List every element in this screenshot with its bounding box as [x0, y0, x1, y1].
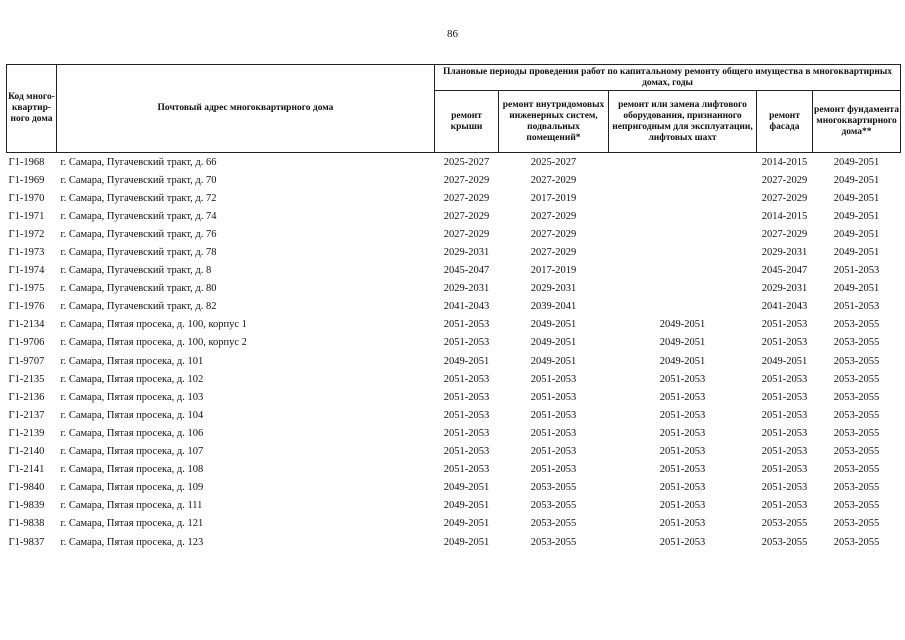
cell-facade: 2051-2053	[761, 391, 808, 403]
header-address: Почтовый адрес многоквартирного дома	[57, 65, 435, 153]
cell-foundation: 2049-2051	[833, 156, 880, 168]
header-engineering: ремонт внутридомовых инженерных систем, подвальных помещений*	[499, 91, 609, 153]
cell-facade: 2051-2053	[761, 500, 808, 512]
table-row	[7, 153, 901, 172]
cell-code: Г1-1971	[8, 210, 45, 222]
header-facade: ремонт фасада	[757, 91, 813, 153]
table-row	[7, 479, 901, 497]
cell-address: г. Самара, Пятая просека, д. 123	[60, 536, 204, 548]
cell-address: г. Самара, Пятая просека, д. 103	[60, 391, 204, 403]
cell-address: г. Самара, Пятая просека, д. 107	[60, 446, 204, 458]
cell-code: Г1-1972	[8, 228, 45, 240]
cell-facade: 2051-2053	[761, 482, 808, 494]
cell-code: Г1-2134	[8, 319, 45, 331]
cell-elevator: 2051-2053	[659, 409, 706, 421]
cell-facade: 2051-2053	[761, 337, 808, 349]
cell-facade: 2027-2029	[761, 192, 808, 204]
cell-address: г. Самара, Пугачевский тракт, д. 8	[60, 265, 212, 277]
cell-address: г. Самара, Пугачевский тракт, д. 72	[60, 192, 217, 204]
cell-foundation: 2053-2055	[833, 427, 880, 439]
table-row	[7, 406, 901, 424]
cell-engineering: 2053-2055	[530, 482, 577, 494]
cell-elevator: 2051-2053	[659, 373, 706, 385]
cell-facade: 2027-2029	[761, 228, 808, 240]
cell-elevator: 2049-2051	[659, 319, 706, 331]
cell-elevator	[609, 207, 757, 225]
table-row	[7, 533, 901, 551]
cell-foundation: 2049-2051	[833, 192, 880, 204]
cell-foundation: 2053-2055	[833, 536, 880, 548]
cell-foundation: 2049-2051	[833, 283, 880, 295]
cell-elevator	[609, 171, 757, 189]
header-roof: ремонт крыши	[435, 91, 499, 153]
cell-foundation: 2053-2055	[833, 482, 880, 494]
cell-roof: 2027-2029	[443, 174, 490, 186]
cell-roof: 2051-2053	[443, 464, 490, 476]
cell-facade: 2051-2053	[761, 319, 808, 331]
table-header	[7, 65, 901, 153]
cell-address: г. Самара, Пятая просека, д. 100, корпус 1	[60, 319, 247, 331]
cell-code: Г1-9707	[8, 355, 45, 367]
cell-code: Г1-9837	[8, 536, 45, 548]
cell-roof: 2051-2053	[443, 373, 490, 385]
cell-foundation: 2053-2055	[833, 355, 880, 367]
cell-engineering: 2051-2053	[530, 391, 577, 403]
cell-foundation: 2053-2055	[833, 500, 880, 512]
cell-roof: 2027-2029	[443, 228, 490, 240]
cell-foundation: 2049-2051	[833, 228, 880, 240]
cell-roof: 2049-2051	[443, 518, 490, 530]
cell-code: Г1-1975	[8, 283, 45, 295]
header-foundation: ремонт фундамента многоквартирного дома**	[813, 91, 901, 153]
cell-elevator	[609, 225, 757, 243]
cell-foundation: 2053-2055	[833, 337, 880, 349]
cell-facade: 2029-2031	[761, 283, 808, 295]
cell-code: Г1-2136	[8, 391, 45, 403]
cell-engineering: 2053-2055	[530, 500, 577, 512]
cell-roof: 2051-2053	[443, 319, 490, 331]
cell-foundation: 2053-2055	[833, 464, 880, 476]
cell-address: г. Самара, Пятая просека, д. 101	[60, 355, 204, 367]
cell-address: г. Самара, Пугачевский тракт, д. 82	[60, 301, 217, 313]
cell-code: Г1-9706	[8, 337, 45, 349]
table-row	[7, 443, 901, 461]
cell-foundation: 2049-2051	[833, 210, 880, 222]
cell-roof: 2029-2031	[443, 283, 490, 295]
table-row	[7, 316, 901, 334]
cell-facade: 2041-2043	[761, 301, 808, 313]
cell-address: г. Самара, Пятая просека, д. 100, корпус 2	[60, 337, 247, 349]
table-row	[7, 189, 901, 207]
cell-code: Г1-2137	[8, 409, 45, 421]
cell-code: Г1-9838	[8, 518, 45, 530]
cell-code: Г1-2135	[8, 373, 45, 385]
cell-roof: 2051-2053	[443, 391, 490, 403]
table-row	[7, 207, 901, 225]
cell-roof: 2029-2031	[443, 247, 490, 259]
cell-engineering: 2027-2029	[530, 210, 577, 222]
cell-elevator: 2051-2053	[659, 446, 706, 458]
cell-roof: 2045-2047	[443, 265, 490, 277]
cell-address: г. Самара, Пятая просека, д. 108	[60, 464, 204, 476]
cell-roof: 2049-2051	[443, 536, 490, 548]
cell-elevator: 2049-2051	[659, 337, 706, 349]
cell-engineering: 2051-2053	[530, 409, 577, 421]
cell-engineering: 2039-2041	[530, 301, 577, 313]
cell-foundation: 2053-2055	[833, 319, 880, 331]
cell-code: Г1-1976	[8, 301, 45, 313]
cell-roof: 2051-2053	[443, 427, 490, 439]
cell-elevator	[609, 189, 757, 207]
cell-roof: 2041-2043	[443, 301, 490, 313]
cell-code: Г1-9840	[8, 482, 45, 494]
cell-engineering: 2053-2055	[530, 536, 577, 548]
cell-engineering: 2049-2051	[530, 355, 577, 367]
cell-facade: 2014-2015	[761, 210, 808, 222]
cell-foundation: 2051-2053	[833, 301, 880, 313]
cell-facade: 2014-2015	[761, 156, 808, 168]
cell-code: Г1-9839	[8, 500, 45, 512]
table-row	[7, 280, 901, 298]
table-row	[7, 370, 901, 388]
cell-address: г. Самара, Пятая просека, д. 111	[60, 500, 203, 512]
table-row	[7, 424, 901, 442]
cell-elevator	[609, 280, 757, 298]
cell-address: г. Самара, Пятая просека, д. 106	[60, 427, 204, 439]
cell-elevator: 2049-2051	[659, 355, 706, 367]
table-row	[7, 262, 901, 280]
cell-engineering: 2053-2055	[530, 518, 577, 530]
cell-elevator: 2051-2053	[659, 536, 706, 548]
table-row	[7, 461, 901, 479]
table-row	[7, 171, 901, 189]
cell-elevator: 2051-2053	[659, 482, 706, 494]
header-periods: Плановые периоды проведения работ по капитальному ремонту общего имущества в многоквартирных домах, годы	[435, 65, 901, 91]
cell-foundation: 2053-2055	[833, 409, 880, 421]
table-row	[7, 388, 901, 406]
cell-code: Г1-1973	[8, 247, 45, 259]
cell-elevator: 2051-2053	[659, 464, 706, 476]
cell-code: Г1-2140	[8, 446, 45, 458]
cell-address: г. Самара, Пугачевский тракт, д. 66	[60, 156, 217, 168]
cell-engineering: 2017-2019	[530, 265, 577, 277]
cell-engineering: 2051-2053	[530, 373, 577, 385]
cell-engineering: 2051-2053	[530, 446, 577, 458]
cell-foundation: 2051-2053	[833, 265, 880, 277]
cell-facade: 2053-2055	[761, 518, 808, 530]
cell-facade: 2045-2047	[761, 265, 808, 277]
cell-address: г. Самара, Пятая просека, д. 109	[60, 482, 204, 494]
cell-code: Г1-1968	[8, 156, 45, 168]
table-row	[7, 225, 901, 243]
cell-address: г. Самара, Пугачевский тракт, д. 80	[60, 283, 217, 295]
cell-address: г. Самара, Пятая просека, д. 104	[60, 409, 204, 421]
header-elevator: ремонт или замена лифтового оборудования, признанного непригодным для эксплуатации, лифтовых шахт	[609, 91, 757, 153]
cell-address: г. Самара, Пугачевский тракт, д. 70	[60, 174, 217, 186]
cell-elevator	[609, 262, 757, 280]
cell-facade: 2027-2029	[761, 174, 808, 186]
cell-roof: 2025-2027	[443, 156, 490, 168]
cell-engineering: 2049-2051	[530, 319, 577, 331]
cell-elevator: 2051-2053	[659, 500, 706, 512]
page-number: 86	[447, 28, 458, 40]
cell-engineering: 2027-2029	[530, 174, 577, 186]
table-row	[7, 298, 901, 316]
cell-foundation: 2053-2055	[833, 373, 880, 385]
cell-engineering: 2025-2027	[530, 156, 577, 168]
cell-facade: 2051-2053	[761, 446, 808, 458]
cell-engineering: 2051-2053	[530, 427, 577, 439]
cell-code: Г1-1974	[8, 265, 45, 277]
cell-elevator	[609, 153, 757, 172]
cell-roof: 2027-2029	[443, 210, 490, 222]
table-row	[7, 352, 901, 370]
table-body	[7, 153, 901, 552]
cell-facade: 2051-2053	[761, 409, 808, 421]
cell-address: г. Самара, Пятая просека, д. 121	[60, 518, 204, 530]
cell-engineering: 2027-2029	[530, 247, 577, 259]
cell-roof: 2051-2053	[443, 337, 490, 349]
cell-address: г. Самара, Пугачевский тракт, д. 74	[60, 210, 217, 222]
cell-facade: 2051-2053	[761, 464, 808, 476]
cell-engineering: 2017-2019	[530, 192, 577, 204]
cell-engineering: 2051-2053	[530, 464, 577, 476]
cell-address: г. Самара, Пугачевский тракт, д. 78	[60, 247, 217, 259]
table-row	[7, 515, 901, 533]
cell-roof: 2051-2053	[443, 446, 490, 458]
cell-elevator	[609, 243, 757, 261]
table-row	[7, 243, 901, 261]
cell-code: Г1-2139	[8, 427, 45, 439]
cell-engineering: 2049-2051	[530, 337, 577, 349]
cell-foundation: 2049-2051	[833, 247, 880, 259]
cell-facade: 2051-2053	[761, 427, 808, 439]
cell-elevator: 2051-2053	[659, 518, 706, 530]
cell-address: г. Самара, Пятая просека, д. 102	[60, 373, 204, 385]
cell-roof: 2049-2051	[443, 482, 490, 494]
cell-elevator: 2051-2053	[659, 391, 706, 403]
cell-roof: 2051-2053	[443, 409, 490, 421]
cell-foundation: 2053-2055	[833, 518, 880, 530]
cell-roof: 2049-2051	[443, 500, 490, 512]
cell-roof: 2027-2029	[443, 192, 490, 204]
capital-repair-table	[6, 64, 901, 551]
cell-foundation: 2049-2051	[833, 174, 880, 186]
cell-code: Г1-2141	[8, 464, 45, 476]
cell-code: Г1-1969	[8, 174, 45, 186]
cell-facade: 2053-2055	[761, 536, 808, 548]
table-row	[7, 334, 901, 352]
cell-engineering: 2027-2029	[530, 228, 577, 240]
cell-roof: 2049-2051	[443, 355, 490, 367]
cell-facade: 2049-2051	[761, 355, 808, 367]
cell-facade: 2051-2053	[761, 373, 808, 385]
cell-engineering: 2029-2031	[530, 283, 577, 295]
cell-elevator	[609, 298, 757, 316]
header-code: Код много-квартир-ного дома	[7, 65, 57, 153]
cell-facade: 2029-2031	[761, 247, 808, 259]
cell-foundation: 2053-2055	[833, 391, 880, 403]
cell-foundation: 2053-2055	[833, 446, 880, 458]
cell-address: г. Самара, Пугачевский тракт, д. 76	[60, 228, 217, 240]
cell-elevator: 2051-2053	[659, 427, 706, 439]
table-row	[7, 497, 901, 515]
cell-code: Г1-1970	[8, 192, 45, 204]
